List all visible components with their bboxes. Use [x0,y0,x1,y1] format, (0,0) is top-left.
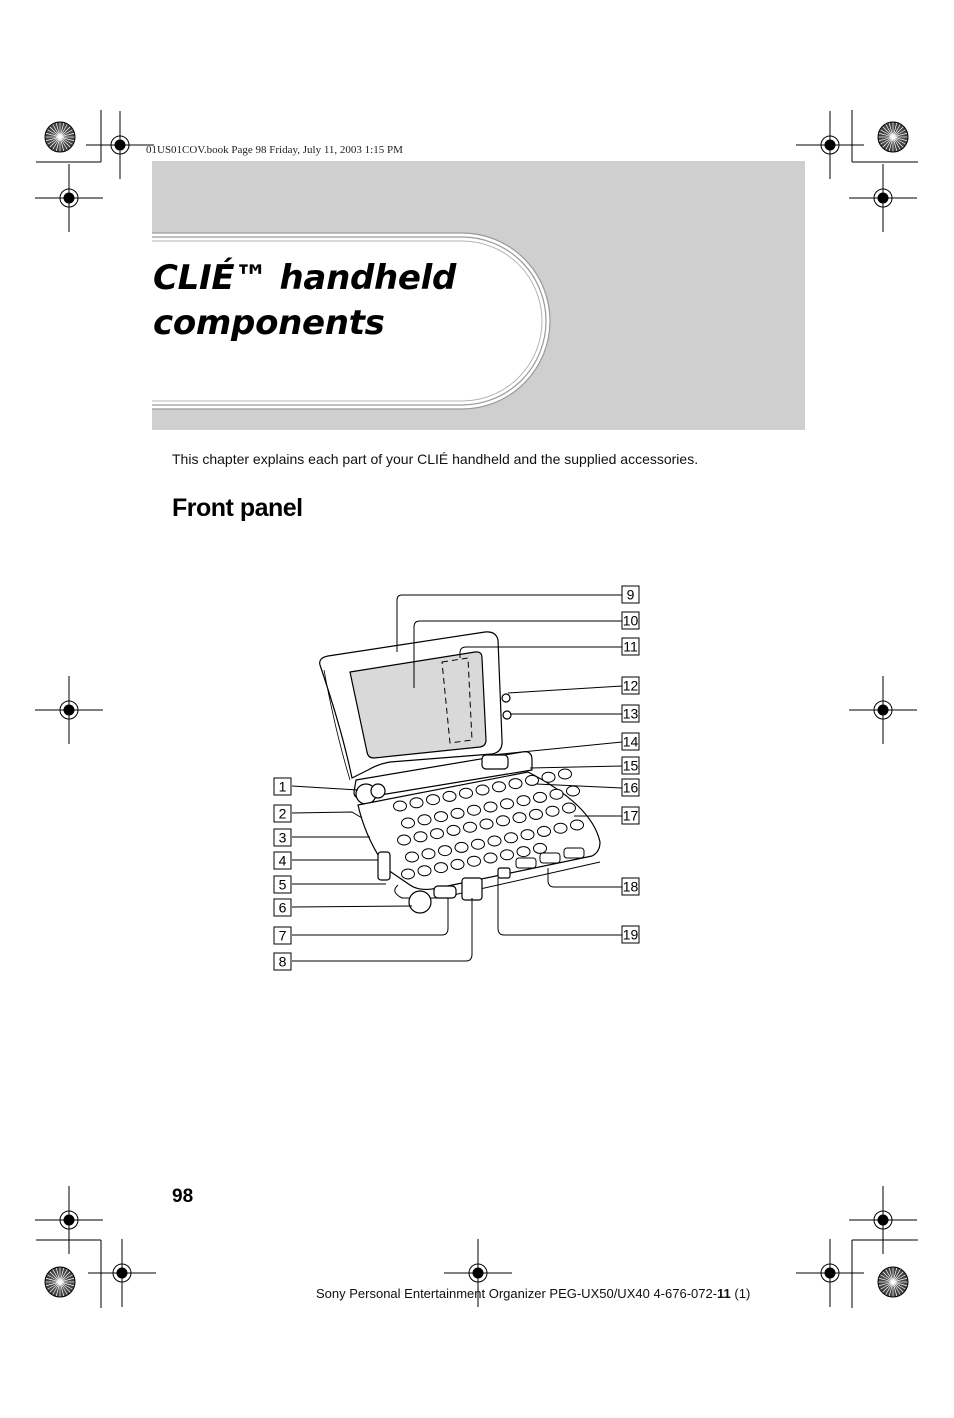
keyboard-key [464,822,477,832]
keyboard-key [451,859,464,869]
keyboard-key [406,852,419,862]
crosshair-target-icon [849,164,917,232]
keyboard-key [534,843,547,853]
keyboard-key [455,842,468,852]
keyboard-key [554,823,567,833]
figure-callout-4 [274,852,291,869]
callout-number: 5 [278,876,287,893]
keyboard-key [509,779,522,789]
crosshair-target-icon [35,676,103,744]
figure-callout-3 [274,829,291,846]
keyboard-key [418,815,431,825]
crosshair-target-icon [35,1186,103,1254]
callout-number: 4 [278,852,287,869]
crosshair-target-icon [796,111,864,179]
callout-number: 12 [622,677,639,694]
keyboard-key [443,791,456,801]
footer-suffix: (1) [730,1286,751,1301]
keyboard-key [394,801,407,811]
keyboard-key [538,826,551,836]
keyboard-key [476,785,489,795]
keyboard-key [571,820,584,830]
keyboard-key [484,802,497,812]
keyboard-key [488,836,501,846]
keyboard-key [480,819,493,829]
keyboard-key [493,782,506,792]
chapter-title-line2: components [153,303,385,343]
figure-callout-14 [622,733,639,750]
keyboard-key [439,846,452,856]
figure-callout-13 [622,705,639,722]
figure-callout-11 [622,638,639,655]
keyboard-key [451,808,464,818]
callout-number: 6 [278,899,287,916]
figure-callout-17 [622,807,639,824]
figure-callout-12 [622,677,639,694]
keyboard-key [563,803,576,813]
crosshair-target-icon [88,1239,156,1307]
callout-number: 2 [278,805,287,822]
callout-number: 1 [278,778,287,795]
figure-callout-8 [274,953,291,970]
intro-paragraph: This chapter explains each part of your CLIÉ handheld and the supplied accessories. [172,451,699,467]
keyboard-key [501,799,514,809]
sunburst-mark-icon [878,1267,908,1297]
keyboard-key [530,809,543,819]
callout-number: 16 [622,779,639,796]
figure-callout-1 [274,778,291,795]
keyboard-key [497,816,510,826]
keyboard-key [559,769,572,779]
callout-number: 8 [278,953,287,970]
keyboard-key [505,833,518,843]
keyboard-key [414,832,427,842]
print-header: 01US01COV.book Page 98 Friday, July 11, 2003 1:15 PM [146,144,403,156]
callout-number: 9 [626,586,635,603]
keyboard-key [435,863,448,873]
keyboard-key [546,806,559,816]
figure-callout-9 [622,586,639,603]
crosshair-target-icon [86,111,154,179]
keyboard-key [542,772,555,782]
keyboard-key [402,869,415,879]
callout-number: 7 [278,927,287,944]
keyboard-key [517,796,530,806]
callout-number: 15 [622,757,639,774]
section-heading: Front panel [172,494,303,522]
keyboard-key [534,792,547,802]
chapter-title-line1: CLIÉ™ handheld [153,258,457,298]
sunburst-mark-icon [45,122,75,152]
keyboard-key [402,818,415,828]
keyboard-key [427,795,440,805]
callout-number: 14 [622,733,639,750]
keyboard-key [472,839,485,849]
figure-callout-6 [274,899,291,916]
keyboard-key [567,786,580,796]
keyboard-key [410,798,423,808]
keyboard-key [468,856,481,866]
figure-callout-15 [622,757,639,774]
keyboard-key [517,847,530,857]
figure-callout-19 [622,926,639,943]
figure-callout-18 [622,878,639,895]
sunburst-mark-icon [45,1267,75,1297]
keyboard-key [550,789,563,799]
crosshair-target-icon [796,1239,864,1307]
figure-callout-10 [622,612,639,629]
keyboard-key [513,813,526,823]
callout-number: 10 [622,612,639,629]
keyboard-key [501,850,514,860]
callout-number: 19 [622,926,639,943]
keyboard-key [468,805,481,815]
figure-callout-7 [274,927,291,944]
keyboard-key [521,830,534,840]
keyboard-key [435,812,448,822]
keyboard-key [447,825,460,835]
footer-prefix: Sony Personal Entertainment Organizer PEG-UX50/UX40 4-676-072- [316,1286,718,1301]
sunburst-mark-icon [878,122,908,152]
crosshair-target-icon [849,1186,917,1254]
keyboard-key [418,866,431,876]
figure-callout-2 [274,805,291,822]
keyboard-key [460,788,473,798]
callout-number: 13 [622,705,639,722]
keyboard-key [431,829,444,839]
keyboard-key [398,835,411,845]
figure-callout-16 [622,779,639,796]
chapter-title [153,256,573,346]
page-number: 98 [172,1186,194,1207]
keyboard-key [484,853,497,863]
crosshair-target-icon [35,164,103,232]
callout-number: 18 [622,878,639,895]
callout-number: 11 [623,638,638,655]
page-footer [316,1286,750,1301]
device-illustration [270,580,650,980]
keyboard-key [422,849,435,859]
crosshair-target-icon [849,676,917,744]
footer-bold: 11 [717,1286,731,1301]
callout-number: 17 [622,807,639,824]
figure-callout-5 [274,876,291,893]
callout-number: 3 [278,829,287,846]
